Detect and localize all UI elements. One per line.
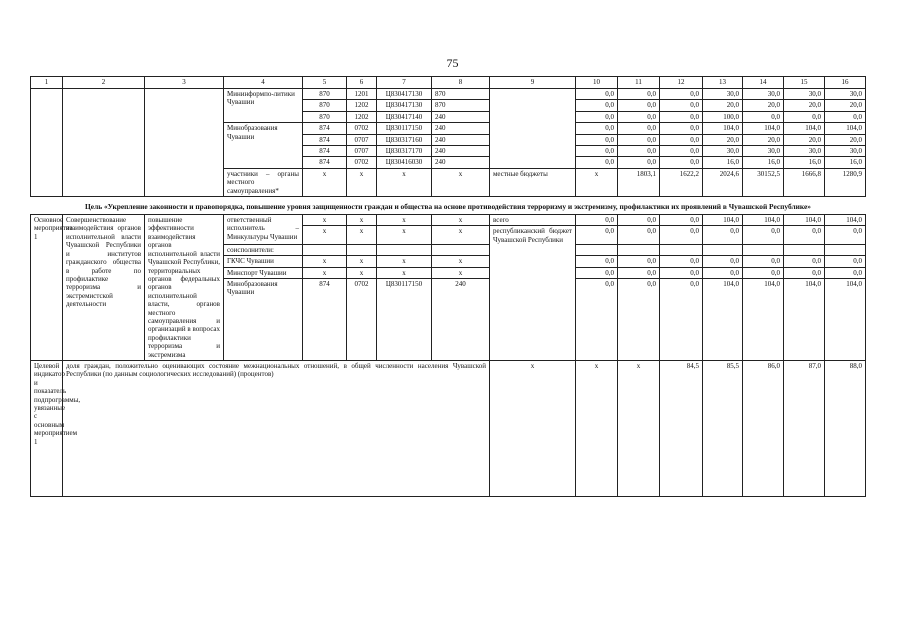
col-num: 13	[703, 77, 743, 89]
empty-cell	[145, 89, 224, 197]
executor-cell: Мининформпо-литики Чувашии	[224, 89, 303, 123]
col-num: 9	[490, 77, 576, 89]
value-cell: 20,0	[743, 134, 784, 145]
value-cell: 20,0	[703, 100, 743, 111]
value-cell: 0,0	[618, 256, 660, 267]
empty-cell	[784, 244, 825, 255]
value-cell: 0,0	[576, 134, 618, 145]
value-cell: x	[618, 360, 660, 496]
table-row	[31, 215, 866, 226]
column-number-row	[31, 77, 866, 89]
value-cell: 30,0	[743, 146, 784, 157]
empty-cell	[377, 244, 432, 255]
value-cell: 0,0	[618, 100, 660, 111]
value-cell: 20,0	[784, 134, 825, 145]
target-article-cell: x	[377, 215, 432, 226]
section-cell: 0702	[347, 278, 377, 360]
value-cell: 104,0	[743, 215, 784, 226]
value-cell: 16,0	[784, 157, 825, 168]
source-cell	[490, 89, 576, 169]
value-cell: 0,0	[576, 123, 618, 134]
value-cell: 104,0	[825, 278, 866, 360]
value-cell: 1280,9	[825, 168, 866, 196]
col-num: 4	[224, 77, 303, 89]
section-cell: 1201	[347, 89, 377, 100]
expense-type-cell: x	[432, 215, 490, 226]
value-cell: 0,0	[618, 134, 660, 145]
empty-cell	[703, 244, 743, 255]
section-cell: x	[347, 256, 377, 267]
col-num: 1	[31, 77, 63, 89]
value-cell: 0,0	[618, 215, 660, 226]
grbs-cell: x	[303, 267, 347, 278]
value-cell: 0,0	[576, 89, 618, 100]
expense-type-cell: 240	[432, 123, 490, 134]
program-table	[30, 76, 866, 497]
value-cell: 20,0	[784, 100, 825, 111]
value-cell: 0,0	[618, 278, 660, 360]
value-cell: 104,0	[703, 123, 743, 134]
empty-cell	[660, 244, 703, 255]
value-cell: 0,0	[576, 215, 618, 226]
value-cell: 0,0	[825, 267, 866, 278]
grbs-cell: 870	[303, 89, 347, 100]
target-article-cell: Ц830417130	[377, 89, 432, 100]
value-cell: 84,5	[660, 360, 703, 496]
col-num: 12	[660, 77, 703, 89]
value-cell: 104,0	[784, 215, 825, 226]
value-cell: 30,0	[825, 89, 866, 100]
value-cell: 0,0	[618, 89, 660, 100]
value-cell: 30152,5	[743, 168, 784, 196]
value-cell: 0,0	[743, 111, 784, 122]
value-cell: 0,0	[576, 256, 618, 267]
grbs-cell: x	[303, 168, 347, 196]
expense-type-cell: x	[432, 267, 490, 278]
value-cell: 0,0	[743, 267, 784, 278]
value-cell: 87,0	[784, 360, 825, 496]
value-cell: 0,0	[576, 226, 618, 244]
value-cell: 0,0	[784, 226, 825, 244]
grbs-cell: 870	[303, 111, 347, 122]
event-result-cell: повышение эффективности взаимодействия органов исполнительной власти Чувашской Республики, территориальных органов федеральных органов исполнительной власти, органов местного самоуправления и организаций в вопросах профилактики терроризма и экстремизма	[145, 215, 224, 361]
value-cell: 0,0	[618, 146, 660, 157]
table-row	[31, 89, 866, 100]
value-cell: 0,0	[784, 111, 825, 122]
col-num: 7	[377, 77, 432, 89]
value-cell: 104,0	[743, 123, 784, 134]
event-type-cell: Основное мероприятие 1	[31, 215, 63, 361]
value-cell: x	[490, 360, 576, 496]
expense-type-cell: 870	[432, 100, 490, 111]
value-cell: 0,0	[660, 157, 703, 168]
expense-type-cell: 240	[432, 111, 490, 122]
col-num: 8	[432, 77, 490, 89]
expense-type-cell: x	[432, 256, 490, 267]
value-cell: 0,0	[660, 89, 703, 100]
section-cell: 1202	[347, 100, 377, 111]
target-article-cell: Ц830117150	[377, 123, 432, 134]
source-cell: республиканский бюджет Чувашской Республики	[490, 226, 576, 361]
executor-cell: Минобразования Чувашии	[224, 123, 303, 169]
value-cell: x	[576, 360, 618, 496]
section-cell: x	[347, 226, 377, 244]
value-cell: 0,0	[618, 111, 660, 122]
value-cell: 20,0	[703, 134, 743, 145]
indicator-label-cell: Целевой индикатор и показатель подпрограммы, увязанные с основным мероприятием 1	[31, 360, 63, 496]
value-cell: 85,5	[703, 360, 743, 496]
grbs-cell: 874	[303, 278, 347, 360]
value-cell: 1666,8	[784, 168, 825, 196]
value-cell: 104,0	[784, 278, 825, 360]
coexecutors-label: соисполнители:	[224, 244, 303, 255]
col-num: 2	[63, 77, 145, 89]
value-cell: 20,0	[825, 100, 866, 111]
section-cell: x	[347, 267, 377, 278]
empty-cell	[825, 244, 866, 255]
value-cell: 0,0	[660, 215, 703, 226]
executor-cell: Минспорт Чувашии	[224, 267, 303, 278]
expense-type-cell: x	[432, 226, 490, 244]
section-cell: 0702	[347, 157, 377, 168]
col-num: 15	[784, 77, 825, 89]
value-cell: 30,0	[703, 146, 743, 157]
target-article-cell: x	[377, 226, 432, 244]
grbs-cell: x	[303, 226, 347, 244]
value-cell: 104,0	[703, 278, 743, 360]
value-cell: 0,0	[743, 256, 784, 267]
value-cell: 0,0	[660, 278, 703, 360]
value-cell: 0,0	[660, 100, 703, 111]
value-cell: 0,0	[618, 123, 660, 134]
col-num: 3	[145, 77, 224, 89]
col-num: 6	[347, 77, 377, 89]
executor-cell: Минобразования Чувашии	[224, 278, 303, 360]
page-number: 75	[446, 56, 459, 70]
value-cell: 0,0	[784, 267, 825, 278]
value-cell: 0,0	[825, 226, 866, 244]
expense-type-cell: 240	[432, 157, 490, 168]
empty-cell	[63, 89, 145, 197]
section-cell: 0707	[347, 134, 377, 145]
section-cell: 0702	[347, 123, 377, 134]
expense-type-cell: x	[432, 168, 490, 196]
value-cell: 0,0	[703, 256, 743, 267]
empty-cell	[347, 244, 377, 255]
expense-type-cell: 240	[432, 146, 490, 157]
value-cell: 104,0	[825, 215, 866, 226]
target-article-cell: Ц830417130	[377, 100, 432, 111]
grbs-cell: 874	[303, 146, 347, 157]
empty-cell	[743, 244, 784, 255]
value-cell: 30,0	[703, 89, 743, 100]
event-name-cell: Совершенствование взаимодействия органов исполнительной власти Чувашской Республики и институтов гражданского общества в работе по профилактике терроризма и экстремистской деятельности	[63, 215, 145, 361]
value-cell: 0,0	[784, 256, 825, 267]
target-article-cell: x	[377, 256, 432, 267]
empty-cell	[576, 244, 618, 255]
col-num: 10	[576, 77, 618, 89]
value-cell: 0,0	[660, 267, 703, 278]
goal-heading: Цель «Укрепление законности и правопорядка, повышение уровня защищенности граждан и общества на основе противодействия терроризму и экстремизму, профилактики их проявлений в Чувашской Республике»	[31, 197, 866, 215]
executor-cell: ГКЧС Чувашии	[224, 256, 303, 267]
empty-cell	[432, 244, 490, 255]
value-cell: 20,0	[825, 134, 866, 145]
value-cell: 30,0	[784, 146, 825, 157]
value-cell: 0,0	[703, 226, 743, 244]
target-article-cell: x	[377, 168, 432, 196]
expense-type-cell: 240	[432, 278, 490, 360]
section-cell: x	[347, 168, 377, 196]
empty-cell	[31, 89, 63, 197]
value-cell: 0,0	[618, 267, 660, 278]
col-num: 16	[825, 77, 866, 89]
value-cell: 30,0	[784, 89, 825, 100]
target-article-cell: Ц830317160	[377, 134, 432, 145]
executor-cell: участники – органы местного самоуправления*	[224, 168, 303, 196]
grbs-cell: 874	[303, 134, 347, 145]
grbs-cell: x	[303, 215, 347, 226]
value-cell: 86,0	[743, 360, 784, 496]
value-cell: 2024,6	[703, 168, 743, 196]
target-article-cell: Ц830117150	[377, 278, 432, 360]
value-cell: 20,0	[743, 100, 784, 111]
source-cell: местные бюджеты	[490, 168, 576, 196]
value-cell: 16,0	[743, 157, 784, 168]
value-cell: 0,0	[660, 134, 703, 145]
grbs-cell: 870	[303, 100, 347, 111]
value-cell: 0,0	[576, 111, 618, 122]
expense-type-cell: 240	[432, 134, 490, 145]
value-cell: 0,0	[576, 278, 618, 360]
section-cell: x	[347, 215, 377, 226]
value-cell: 0,0	[660, 146, 703, 157]
source-cell: всего	[490, 215, 576, 226]
empty-cell	[618, 244, 660, 255]
indicator-row	[31, 360, 866, 496]
section-cell: 0707	[347, 146, 377, 157]
col-num: 11	[618, 77, 660, 89]
value-cell: 100,0	[703, 111, 743, 122]
value-cell: 0,0	[576, 146, 618, 157]
col-num: 5	[303, 77, 347, 89]
target-article-cell: Ц830317170	[377, 146, 432, 157]
value-cell: 104,0	[825, 123, 866, 134]
grbs-cell: 874	[303, 123, 347, 134]
value-cell: 0,0	[660, 256, 703, 267]
target-article-cell: Ц830417140	[377, 111, 432, 122]
value-cell: 0,0	[576, 100, 618, 111]
responsible-executor-cell: ответственный исполнитель – Минкультуры Чувашии	[224, 215, 303, 245]
value-cell: 104,0	[784, 123, 825, 134]
section-cell: 1202	[347, 111, 377, 122]
grbs-cell: 874	[303, 157, 347, 168]
value-cell: 0,0	[825, 256, 866, 267]
value-cell: 0,0	[660, 111, 703, 122]
col-num: 14	[743, 77, 784, 89]
value-cell: 0,0	[743, 226, 784, 244]
value-cell: 1622,2	[660, 168, 703, 196]
indicator-text-cell: доля граждан, положительно оценивающих состояние межнациональных отношений, в общей численности населения Чувашской Республики (по данным социологических исследований) (процентов)	[63, 360, 490, 496]
value-cell: 88,0	[825, 360, 866, 496]
value-cell: 0,0	[576, 157, 618, 168]
value-cell: 0,0	[660, 226, 703, 244]
value-cell: 0,0	[618, 157, 660, 168]
goal-row	[31, 197, 866, 215]
value-cell: 0,0	[576, 267, 618, 278]
empty-cell	[303, 244, 347, 255]
value-cell: 0,0	[618, 226, 660, 244]
value-cell: 30,0	[825, 146, 866, 157]
target-article-cell: Ц830416030	[377, 157, 432, 168]
value-cell: 104,0	[703, 215, 743, 226]
value-cell: 104,0	[743, 278, 784, 360]
value-cell: 16,0	[825, 157, 866, 168]
value-cell: 16,0	[703, 157, 743, 168]
value-cell: 30,0	[743, 89, 784, 100]
value-cell: 0,0	[703, 267, 743, 278]
value-cell: 0,0	[660, 123, 703, 134]
value-cell: x	[576, 168, 618, 196]
target-article-cell: x	[377, 267, 432, 278]
grbs-cell: x	[303, 256, 347, 267]
value-cell: 1803,1	[618, 168, 660, 196]
value-cell: 0,0	[825, 111, 866, 122]
expense-type-cell: 870	[432, 89, 490, 100]
